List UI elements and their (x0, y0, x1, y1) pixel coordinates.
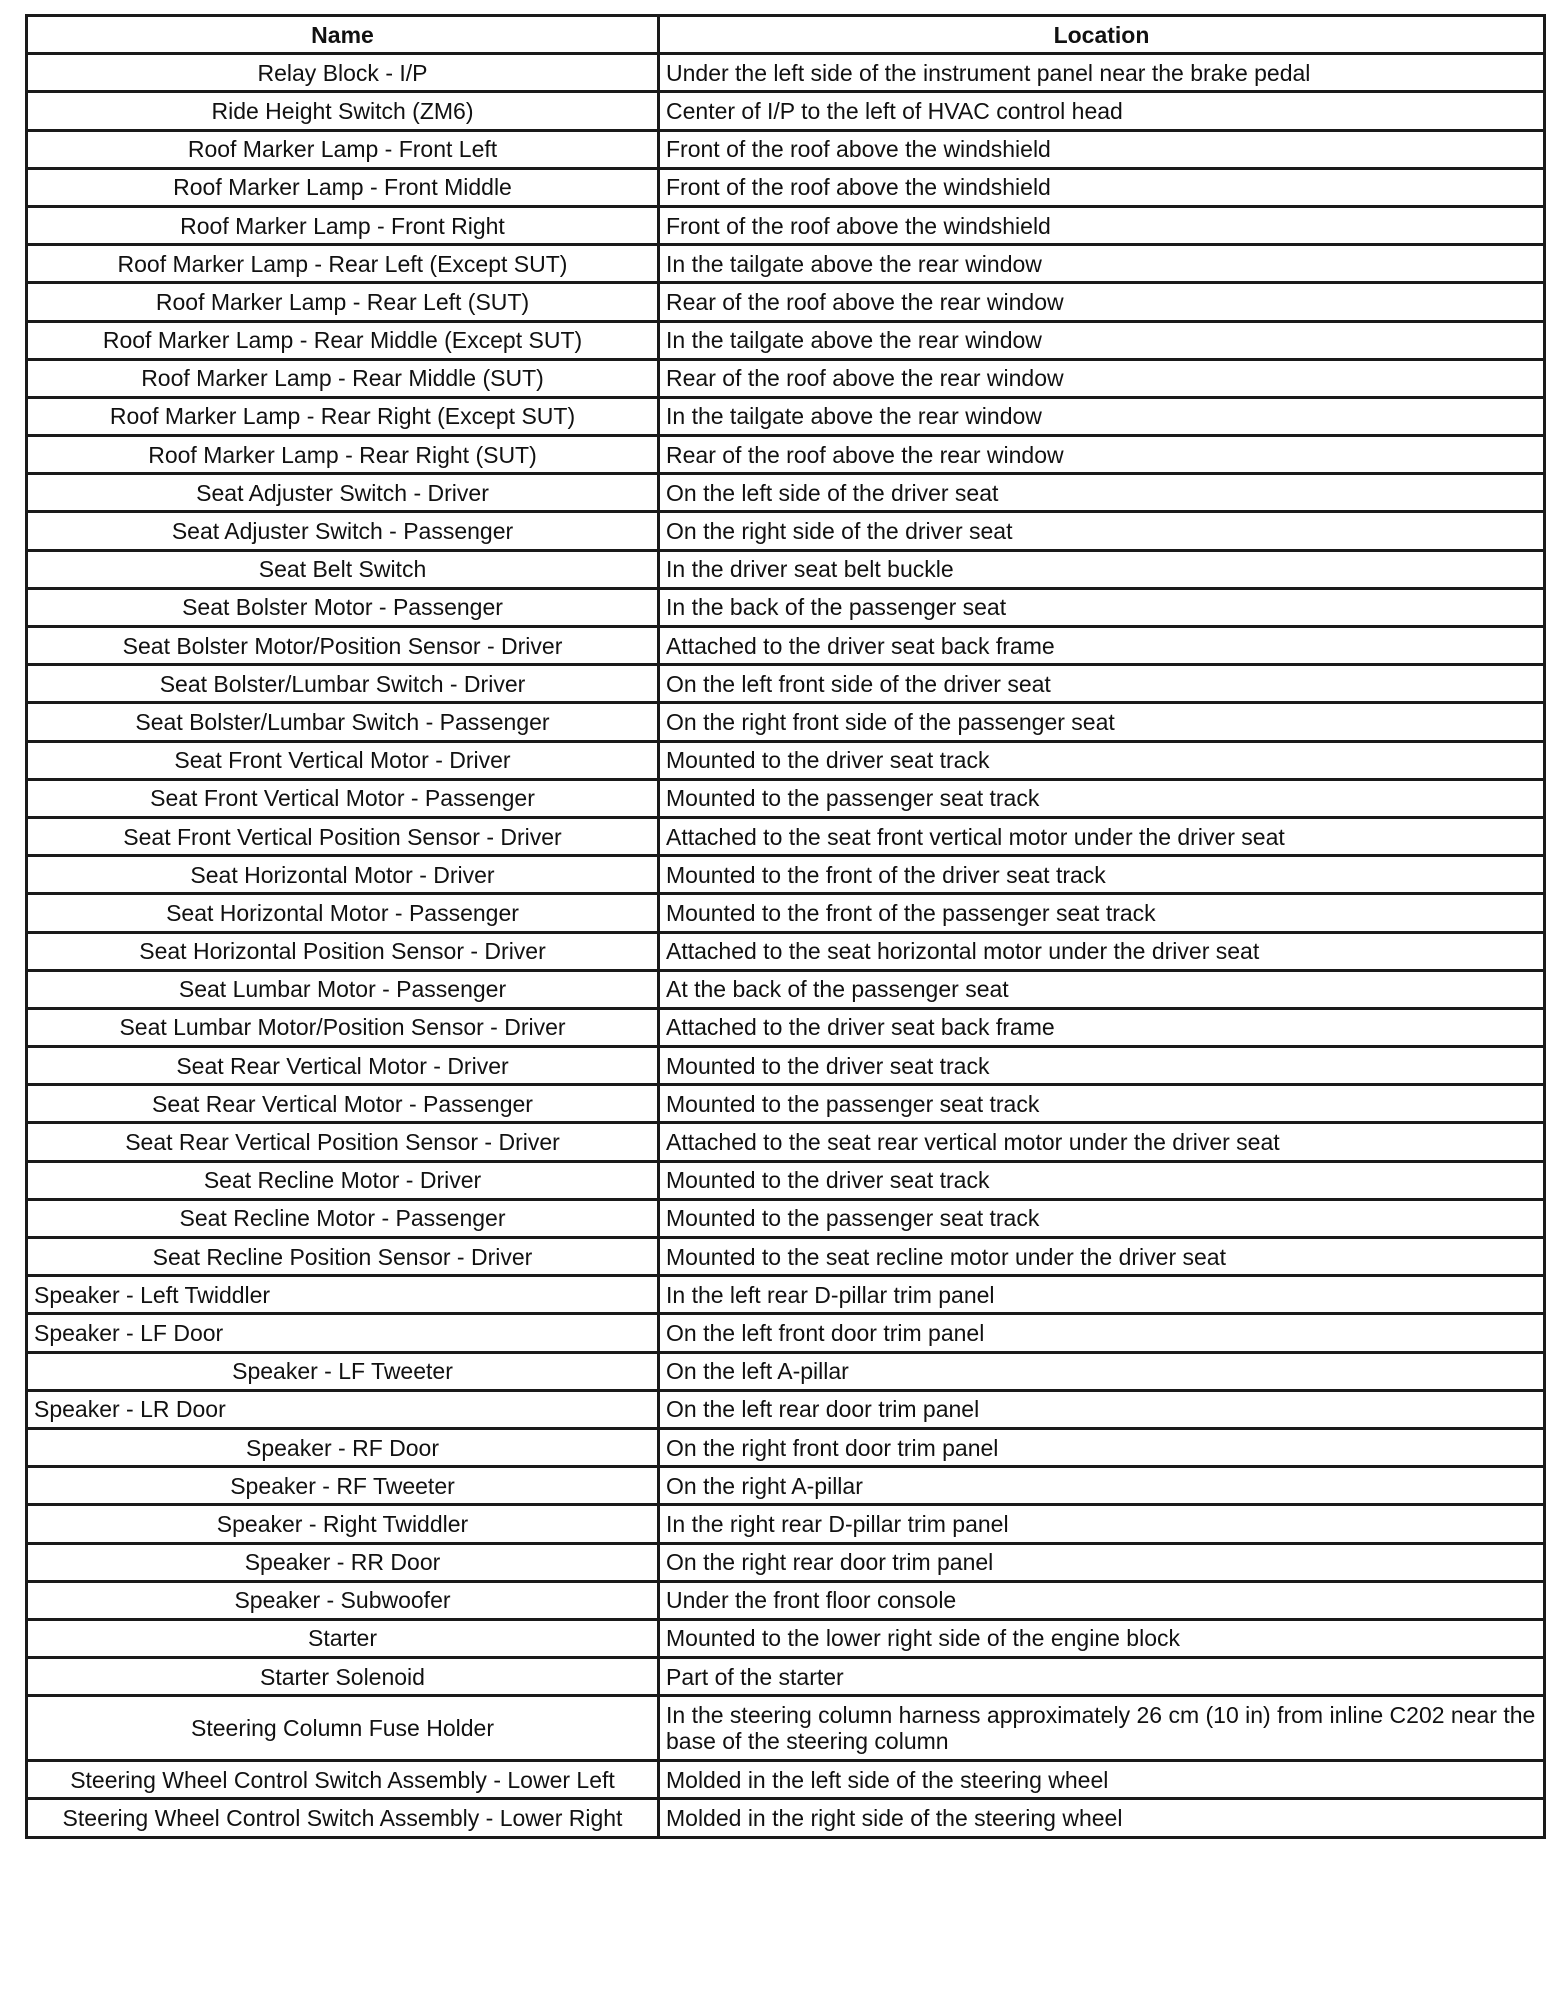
component-name-cell: Roof Marker Lamp - Rear Right (SUT) (27, 436, 659, 474)
table-row (27, 665, 1545, 703)
component-name-cell: Seat Horizontal Motor - Driver (27, 856, 659, 894)
component-location-cell: Molded in the left side of the steering wheel (659, 1761, 1545, 1799)
component-name-cell: Roof Marker Lamp - Front Middle (27, 168, 659, 206)
component-name-cell: Speaker - RR Door (27, 1543, 659, 1581)
component-location-cell: In the tailgate above the rear window (659, 245, 1545, 283)
component-name-cell: Seat Rear Vertical Motor - Driver (27, 1047, 659, 1085)
table-row (27, 1276, 1545, 1314)
table-row (27, 703, 1545, 741)
table-row (27, 54, 1545, 92)
component-name-cell: Seat Recline Position Sensor - Driver (27, 1238, 659, 1276)
header-row (27, 16, 1545, 54)
component-location-cell: In the left rear D-pillar trim panel (659, 1276, 1545, 1314)
component-name-cell: Speaker - Right Twiddler (27, 1505, 659, 1543)
component-name-cell: Roof Marker Lamp - Front Right (27, 206, 659, 244)
table-body (27, 54, 1545, 1837)
component-name-cell: Seat Front Vertical Motor - Passenger (27, 779, 659, 817)
table-row (27, 206, 1545, 244)
table-row (27, 1543, 1545, 1581)
component-location-cell: Attached to the driver seat back frame (659, 627, 1545, 665)
component-location-cell: On the right side of the driver seat (659, 512, 1545, 550)
component-location-cell: Rear of the roof above the rear window (659, 283, 1545, 321)
table-row (27, 588, 1545, 626)
table-row (27, 817, 1545, 855)
component-name-cell: Seat Lumbar Motor - Passenger (27, 970, 659, 1008)
component-name-cell: Roof Marker Lamp - Rear Left (Except SUT) (27, 245, 659, 283)
component-location-cell: Mounted to the passenger seat track (659, 1199, 1545, 1237)
component-name-cell: Seat Bolster Motor - Passenger (27, 588, 659, 626)
table-row (27, 130, 1545, 168)
table-row (27, 474, 1545, 512)
component-location-cell: On the left A-pillar (659, 1352, 1545, 1390)
table-row (27, 1161, 1545, 1199)
table-row (27, 168, 1545, 206)
table-row (27, 321, 1545, 359)
component-location-cell: Under the left side of the instrument panel near the brake pedal (659, 54, 1545, 92)
component-name-cell: Speaker - LF Tweeter (27, 1352, 659, 1390)
component-name-cell: Speaker - Subwoofer (27, 1581, 659, 1619)
component-name-cell: Steering Column Fuse Holder (27, 1696, 659, 1761)
component-location-cell: Mounted to the front of the passenger seat track (659, 894, 1545, 932)
component-name-cell: Seat Recline Motor - Passenger (27, 1199, 659, 1237)
component-name-cell: Starter Solenoid (27, 1658, 659, 1696)
component-location-cell: Rear of the roof above the rear window (659, 436, 1545, 474)
table-row (27, 970, 1545, 1008)
component-name-cell: Steering Wheel Control Switch Assembly - Lower Left (27, 1761, 659, 1799)
table-row (27, 283, 1545, 321)
component-name-cell: Relay Block - I/P (27, 54, 659, 92)
component-location-cell: Front of the roof above the windshield (659, 206, 1545, 244)
table-row (27, 1123, 1545, 1161)
component-location-cell: Mounted to the driver seat track (659, 1161, 1545, 1199)
component-name-cell: Speaker - Left Twiddler (27, 1276, 659, 1314)
component-location-cell: On the left side of the driver seat (659, 474, 1545, 512)
component-location-cell: Mounted to the front of the driver seat track (659, 856, 1545, 894)
component-name-cell: Roof Marker Lamp - Rear Left (SUT) (27, 283, 659, 321)
component-location-cell: Attached to the seat horizontal motor under the driver seat (659, 932, 1545, 970)
table-row (27, 1314, 1545, 1352)
component-location-cell: At the back of the passenger seat (659, 970, 1545, 1008)
component-location-cell: Front of the roof above the windshield (659, 130, 1545, 168)
table-row (27, 1085, 1545, 1123)
component-name-cell: Roof Marker Lamp - Front Left (27, 130, 659, 168)
component-name-cell: Seat Adjuster Switch - Driver (27, 474, 659, 512)
table-row (27, 92, 1545, 130)
component-name-cell: Seat Front Vertical Position Sensor - Driver (27, 817, 659, 855)
component-location-cell: In the right rear D-pillar trim panel (659, 1505, 1545, 1543)
table-row (27, 1352, 1545, 1390)
component-name-cell: Seat Belt Switch (27, 550, 659, 588)
component-location-cell: Rear of the roof above the rear window (659, 359, 1545, 397)
component-name-cell: Steering Wheel Control Switch Assembly - Lower Right (27, 1799, 659, 1837)
component-name-cell: Seat Recline Motor - Driver (27, 1161, 659, 1199)
table-row (27, 1390, 1545, 1428)
table-row (27, 741, 1545, 779)
table-row (27, 1799, 1545, 1837)
component-location-cell: On the left front door trim panel (659, 1314, 1545, 1352)
table-row (27, 779, 1545, 817)
table-row (27, 1581, 1545, 1619)
component-location-cell: Attached to the driver seat back frame (659, 1008, 1545, 1046)
name-column-header: Name (27, 16, 659, 54)
table-row (27, 1696, 1545, 1761)
component-location-cell: In the back of the passenger seat (659, 588, 1545, 626)
table-row (27, 627, 1545, 665)
component-name-cell: Roof Marker Lamp - Rear Right (Except SUT) (27, 397, 659, 435)
document-page (25, 14, 1543, 1839)
component-location-cell: Molded in the right side of the steering wheel (659, 1799, 1545, 1837)
component-name-cell: Seat Front Vertical Motor - Driver (27, 741, 659, 779)
component-location-cell: Part of the starter (659, 1658, 1545, 1696)
component-location-cell: Mounted to the passenger seat track (659, 1085, 1545, 1123)
component-location-cell: In the tailgate above the rear window (659, 397, 1545, 435)
component-name-cell: Seat Horizontal Motor - Passenger (27, 894, 659, 932)
component-name-cell: Speaker - LR Door (27, 1390, 659, 1428)
component-location-cell: Mounted to the lower right side of the engine block (659, 1619, 1545, 1657)
component-location-cell: On the right A-pillar (659, 1467, 1545, 1505)
table-row (27, 1008, 1545, 1046)
component-name-cell: Seat Bolster/Lumbar Switch - Driver (27, 665, 659, 703)
component-location-cell: Attached to the seat rear vertical motor under the driver seat (659, 1123, 1545, 1161)
component-name-cell: Seat Horizontal Position Sensor - Driver (27, 932, 659, 970)
table-row (27, 894, 1545, 932)
component-location-cell: Center of I/P to the left of HVAC control head (659, 92, 1545, 130)
table-row (27, 1761, 1545, 1799)
component-name-cell: Starter (27, 1619, 659, 1657)
component-name-cell: Roof Marker Lamp - Rear Middle (SUT) (27, 359, 659, 397)
component-name-cell: Seat Bolster Motor/Position Sensor - Driver (27, 627, 659, 665)
table-row (27, 436, 1545, 474)
table-row (27, 1619, 1545, 1657)
component-location-table (25, 14, 1546, 1839)
table-row (27, 512, 1545, 550)
component-location-cell: In the tailgate above the rear window (659, 321, 1545, 359)
table-row (27, 1047, 1545, 1085)
table-row (27, 550, 1545, 588)
table-row (27, 1199, 1545, 1237)
component-name-cell: Seat Rear Vertical Position Sensor - Driver (27, 1123, 659, 1161)
component-location-cell: On the left rear door trim panel (659, 1390, 1545, 1428)
component-location-cell: Under the front floor console (659, 1581, 1545, 1619)
component-location-cell: Attached to the seat front vertical motor under the driver seat (659, 817, 1545, 855)
table-row (27, 1428, 1545, 1466)
table-row (27, 1658, 1545, 1696)
table-row (27, 856, 1545, 894)
table-row (27, 397, 1545, 435)
component-location-cell: Mounted to the driver seat track (659, 741, 1545, 779)
table-row (27, 1467, 1545, 1505)
location-column-header: Location (659, 16, 1545, 54)
table-row (27, 932, 1545, 970)
table-row (27, 359, 1545, 397)
component-name-cell: Ride Height Switch (ZM6) (27, 92, 659, 130)
component-name-cell: Speaker - RF Door (27, 1428, 659, 1466)
table-row (27, 1238, 1545, 1276)
table-row (27, 245, 1545, 283)
component-name-cell: Seat Adjuster Switch - Passenger (27, 512, 659, 550)
component-location-cell: In the steering column harness approximately 26 cm (10 in) from inline C202 near the base of the steering column (659, 1696, 1545, 1761)
component-location-cell: On the left front side of the driver seat (659, 665, 1545, 703)
component-location-cell: Mounted to the seat recline motor under the driver seat (659, 1238, 1545, 1276)
component-location-cell: On the right front side of the passenger seat (659, 703, 1545, 741)
component-name-cell: Seat Lumbar Motor/Position Sensor - Driver (27, 1008, 659, 1046)
component-location-cell: Front of the roof above the windshield (659, 168, 1545, 206)
component-name-cell: Seat Rear Vertical Motor - Passenger (27, 1085, 659, 1123)
component-name-cell: Speaker - RF Tweeter (27, 1467, 659, 1505)
component-location-cell: In the driver seat belt buckle (659, 550, 1545, 588)
component-name-cell: Seat Bolster/Lumbar Switch - Passenger (27, 703, 659, 741)
component-location-cell: Mounted to the passenger seat track (659, 779, 1545, 817)
component-location-cell: On the right rear door trim panel (659, 1543, 1545, 1581)
component-name-cell: Speaker - LF Door (27, 1314, 659, 1352)
component-name-cell: Roof Marker Lamp - Rear Middle (Except SUT) (27, 321, 659, 359)
component-location-cell: On the right front door trim panel (659, 1428, 1545, 1466)
component-location-cell: Mounted to the driver seat track (659, 1047, 1545, 1085)
table-row (27, 1505, 1545, 1543)
